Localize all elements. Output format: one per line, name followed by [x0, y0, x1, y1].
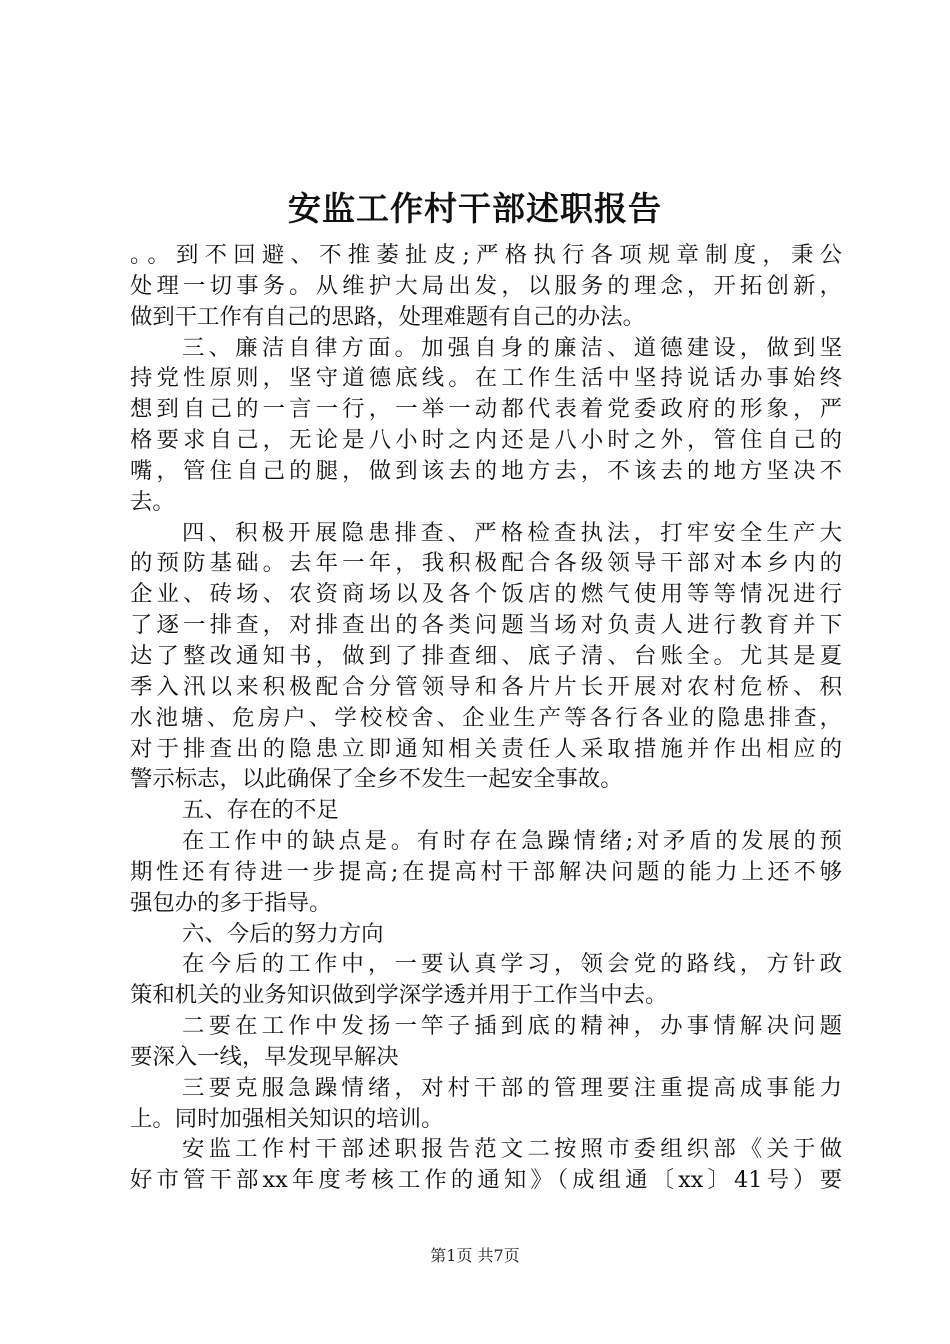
body-line: 想到自己的一言一行，一举一动都代表着党委政府的形象，严	[130, 396, 842, 423]
body-line: 策和机关的业务知识做到学深学透并用于工作当中去。	[130, 982, 668, 1009]
body-line: 企业、砖场、农资商场以及各个饭店的燃气使用等等情况进行	[130, 581, 842, 608]
body-line: 三、廉洁自律方面。加强自身的廉洁、道德建设，做到坚	[182, 334, 842, 361]
document-body	[130, 240, 842, 1196]
body-line: 四、积极开展隐患排查、严格检查执法，打牢安全生产大	[182, 519, 842, 546]
body-line: 达了整改通知书，做到了排查细、底子清、台账全。尤其是夏	[130, 642, 842, 669]
body-line: 要深入一线，早发现早解决	[130, 1043, 399, 1070]
body-line: 期性还有待进一步提高;在提高村干部解决问题的能力上还不够	[130, 858, 842, 885]
page-title: 安监工作村干部述职报告	[288, 189, 662, 228]
body-line: 在今后的工作中，一要认真学习，领会党的路线，方针政	[182, 951, 842, 978]
body-line: 季入汛以来积极配合分管领导和各片片长开展对农村危桥、积	[130, 673, 842, 700]
body-line: 处理一切事务。从维护大局出发，以服务的理念，开拓创新，	[130, 272, 842, 299]
body-line: 好市管干部xx年度考核工作的通知》（成组通〔xx〕41号）要	[130, 1167, 842, 1194]
body-line: 对于排查出的隐患立即通知相关责任人采取措施并作出相应的	[130, 735, 842, 762]
body-line: 强包办的多于指导。	[130, 889, 332, 916]
body-line: 嘴，管住自己的腿，做到该去的地方去，不该去的地方坚决不	[130, 457, 842, 484]
body-line: 上。同时加强相关知识的培训。	[130, 1105, 444, 1132]
body-line: 了逐一排查，对排查出的各类问题当场对负责人进行教育并下	[130, 612, 842, 639]
page-number-footer: 第1页 共7页	[430, 1246, 520, 1265]
body-line: 二要在工作中发扬一竿子插到底的精神，办事情解决问题	[182, 1013, 842, 1040]
body-line: 警示标志，以此确保了全乡不发生一起安全事故。	[130, 766, 623, 793]
body-line: 安监工作村干部述职报告范文二按照市委组织部《关于做	[182, 1136, 842, 1163]
body-line: 去。	[130, 488, 175, 515]
body-line: 水池塘、危房户、学校校舍、企业生产等各行各业的隐患排查，	[130, 704, 842, 731]
body-line: 三要克服急躁情绪，对村干部的管理要注重提高成事能力	[182, 1074, 842, 1101]
section-heading: 五、存在的不足	[182, 797, 339, 824]
body-line: 做到干工作有自己的思路，处理难题有自己的办法。	[130, 303, 645, 330]
body-line: 持党性原则，坚守道德底线。在工作生活中坚持说话办事始终	[130, 365, 842, 392]
body-line: 。。到不回避、不推萎扯皮;严格执行各项规章制度，秉公	[130, 242, 842, 268]
body-line: 格要求自己，无论是八小时之内还是八小时之外，管住自己的	[130, 427, 842, 454]
body-line: 在工作中的缺点是。有时存在急躁情绪;对矛盾的发展的预	[182, 828, 842, 855]
body-line: 的预防基础。去年一年，我积极配合各级领导干部对本乡内的	[130, 550, 842, 577]
section-heading: 六、今后的努力方向	[182, 920, 384, 947]
